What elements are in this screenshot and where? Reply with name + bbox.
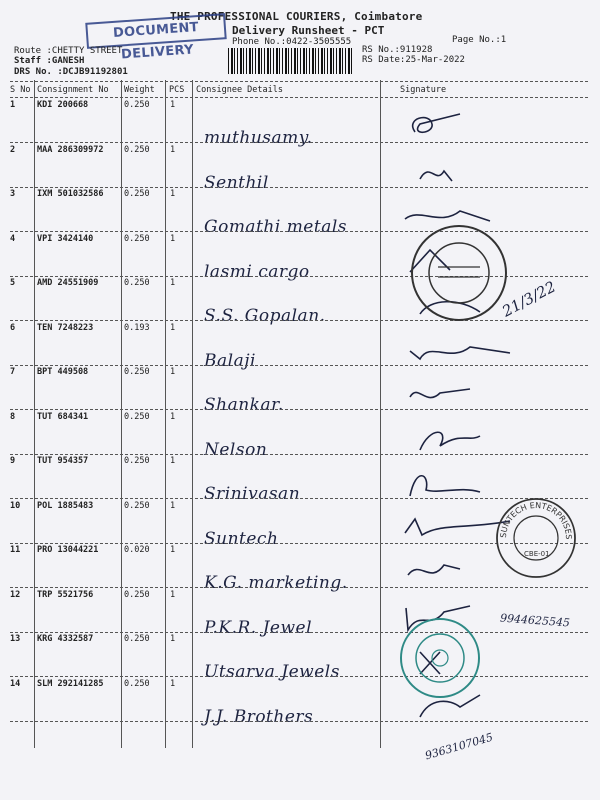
table-row — [0, 456, 600, 504]
company-name: THE PROFESSIONAL COURIERS, Coimbatore — [170, 10, 423, 23]
staff-label: Staff :GANESH — [14, 56, 85, 66]
svg-text:SUNTECH ENTERPRISES — [499, 501, 573, 540]
weight-value: 0.250 — [124, 456, 150, 466]
table-top-rule — [10, 81, 588, 82]
weight-value: 0.250 — [124, 367, 150, 377]
weight-value: 0.250 — [124, 278, 150, 288]
weight-value: 0.250 — [124, 589, 150, 600]
serial-number: 7 — [10, 367, 16, 377]
consignee-handwritten-name: Senthil — [204, 172, 269, 193]
signature — [400, 377, 550, 411]
consignee-handwritten-name: Nelson — [204, 439, 268, 460]
serial-number: 11 — [10, 545, 21, 555]
serial-number: 10 — [10, 500, 21, 511]
row-divider — [10, 676, 588, 677]
consignment-number: IXM 501032586 — [37, 189, 104, 199]
table-row — [0, 144, 600, 193]
row-divider — [10, 721, 588, 722]
route-label: Route :CHETTY STREET — [14, 46, 123, 56]
consignee-handwritten-name: muthusamy. — [204, 128, 313, 148]
serial-number: 8 — [10, 411, 16, 422]
company-seal — [408, 222, 510, 324]
serial-number: 12 — [10, 589, 21, 600]
weight-value: 0.250 — [124, 678, 150, 689]
weight-value: 0.250 — [124, 500, 150, 511]
signature — [400, 422, 550, 456]
table-row — [0, 367, 600, 415]
pieces-count: 1 — [170, 322, 176, 333]
table-row — [0, 678, 600, 727]
pieces-count: 1 — [170, 545, 176, 555]
col-header-sno: S No — [10, 85, 31, 95]
consignment-number: TUT 684341 — [37, 411, 89, 422]
weight-value: 0.250 — [124, 634, 150, 644]
suntech-seal — [494, 496, 578, 580]
table-row — [0, 233, 600, 282]
barcode — [228, 48, 352, 74]
consignee-handwritten-name: Balaji — [204, 350, 256, 371]
consignment-number: KDI 200668 — [37, 100, 89, 110]
table-row — [0, 411, 600, 460]
col-header-consignment: Consignment No — [37, 85, 109, 95]
runsheet-title: Delivery Runsheet - PCT — [232, 24, 385, 37]
pieces-count: 1 — [170, 456, 176, 466]
phone-number: Phone No.:0422-3505555 — [232, 37, 352, 47]
serial-number: 2 — [10, 144, 16, 155]
col-header-signature: Signature — [400, 85, 447, 95]
consignment-number: KRG 4332587 — [37, 634, 94, 644]
col-header-weight: Weight — [124, 85, 155, 95]
consignee-handwritten-name: J.J. Brothers — [204, 706, 314, 727]
consignment-number: MAA 286309972 — [37, 144, 104, 155]
row-divider — [10, 142, 588, 143]
rs-number: RS No.:911928 — [362, 45, 433, 55]
col-header-details: Consignee Details — [196, 85, 283, 95]
row-divider — [10, 587, 588, 588]
signature — [400, 333, 550, 367]
pieces-count: 1 — [170, 500, 176, 511]
weight-value: 0.250 — [124, 233, 150, 244]
consignment-number: TEN 7248223 — [37, 322, 94, 333]
handwritten-phone: 9944625545 — [499, 611, 571, 630]
consignee-handwritten-name: Suntech — [204, 528, 279, 549]
seal-text: SUNTECH ENTERPRISES — [498, 500, 574, 540]
weight-value: 0.250 — [124, 144, 150, 155]
document-delivery-stamp: DOCUMENT DELIVERY — [85, 13, 226, 49]
row-divider — [10, 409, 588, 410]
weight-value: 0.250 — [124, 411, 150, 422]
signature — [400, 155, 550, 189]
serial-number: 14 — [10, 678, 21, 689]
handwritten-date: 21/3/22 — [499, 277, 559, 321]
serial-number: 1 — [10, 100, 16, 110]
serial-number: 13 — [10, 634, 21, 644]
consignee-handwritten-name: K.G. marketing. — [204, 573, 348, 593]
consignment-number: AMD 24551909 — [37, 278, 99, 288]
weight-value: 0.193 — [124, 322, 150, 333]
consignee-handwritten-name: Utsarva Jewels — [204, 662, 340, 682]
page-number: Page No.:1 — [452, 35, 507, 45]
row-divider — [10, 187, 588, 188]
pieces-count: 1 — [170, 233, 176, 244]
table-row — [0, 322, 600, 371]
table-row — [0, 189, 600, 237]
table-row — [0, 100, 600, 148]
handwritten-phone: 9363107045 — [423, 730, 495, 763]
pieces-count: 1 — [170, 634, 176, 644]
drs-number: DRS No. :DCJB91192801 — [14, 67, 128, 77]
table-row — [0, 634, 600, 682]
consignee-handwritten-name: Shankar. — [204, 395, 284, 415]
serial-number: 9 — [10, 456, 16, 466]
seal-city: CBE-01 — [524, 550, 550, 558]
serial-number: 3 — [10, 189, 16, 199]
consignment-number: TRP 5521756 — [37, 589, 94, 600]
consignment-number: BPT 449508 — [37, 367, 89, 377]
consignment-number: SLM 292141285 — [37, 678, 104, 689]
row-divider — [10, 365, 588, 366]
row-divider — [10, 454, 588, 455]
signature — [400, 110, 550, 144]
row-divider — [10, 632, 588, 633]
weight-value: 0.020 — [124, 545, 150, 555]
consignee-handwritten-name: lasmi cargo — [204, 261, 310, 282]
pieces-count: 1 — [170, 367, 176, 377]
serial-number: 6 — [10, 322, 16, 333]
pieces-count: 1 — [170, 589, 176, 600]
pieces-count: 1 — [170, 678, 176, 689]
consignee-handwritten-name: Srinivasan — [204, 484, 301, 504]
col-header-pcs: PCS — [169, 85, 185, 95]
pieces-count: 1 — [170, 144, 176, 155]
serial-number: 4 — [10, 233, 16, 244]
consignment-number: PRO 13044221 — [37, 545, 99, 555]
serial-number: 5 — [10, 278, 16, 288]
pieces-count: 1 — [170, 278, 176, 288]
pieces-count: 1 — [170, 100, 176, 110]
consignment-number: TUT 954357 — [37, 456, 89, 466]
weight-value: 0.250 — [124, 100, 150, 110]
pieces-count: 1 — [170, 189, 176, 199]
consignee-handwritten-name: P.K.R. Jewel — [204, 617, 313, 638]
rs-date: RS Date:25-Mar-2022 — [362, 55, 465, 65]
consignment-number: POL 1885483 — [37, 500, 94, 511]
consignee-handwritten-name: Gomathi metals — [204, 217, 347, 237]
teal-seal — [398, 616, 482, 700]
signature — [400, 466, 550, 500]
consignment-number: VPI 3424140 — [37, 233, 94, 244]
pieces-count: 1 — [170, 411, 176, 422]
weight-value: 0.250 — [124, 189, 150, 199]
consignee-handwritten-name: S.S. Gopalan. — [204, 306, 326, 326]
header-bottom-rule — [10, 97, 588, 98]
